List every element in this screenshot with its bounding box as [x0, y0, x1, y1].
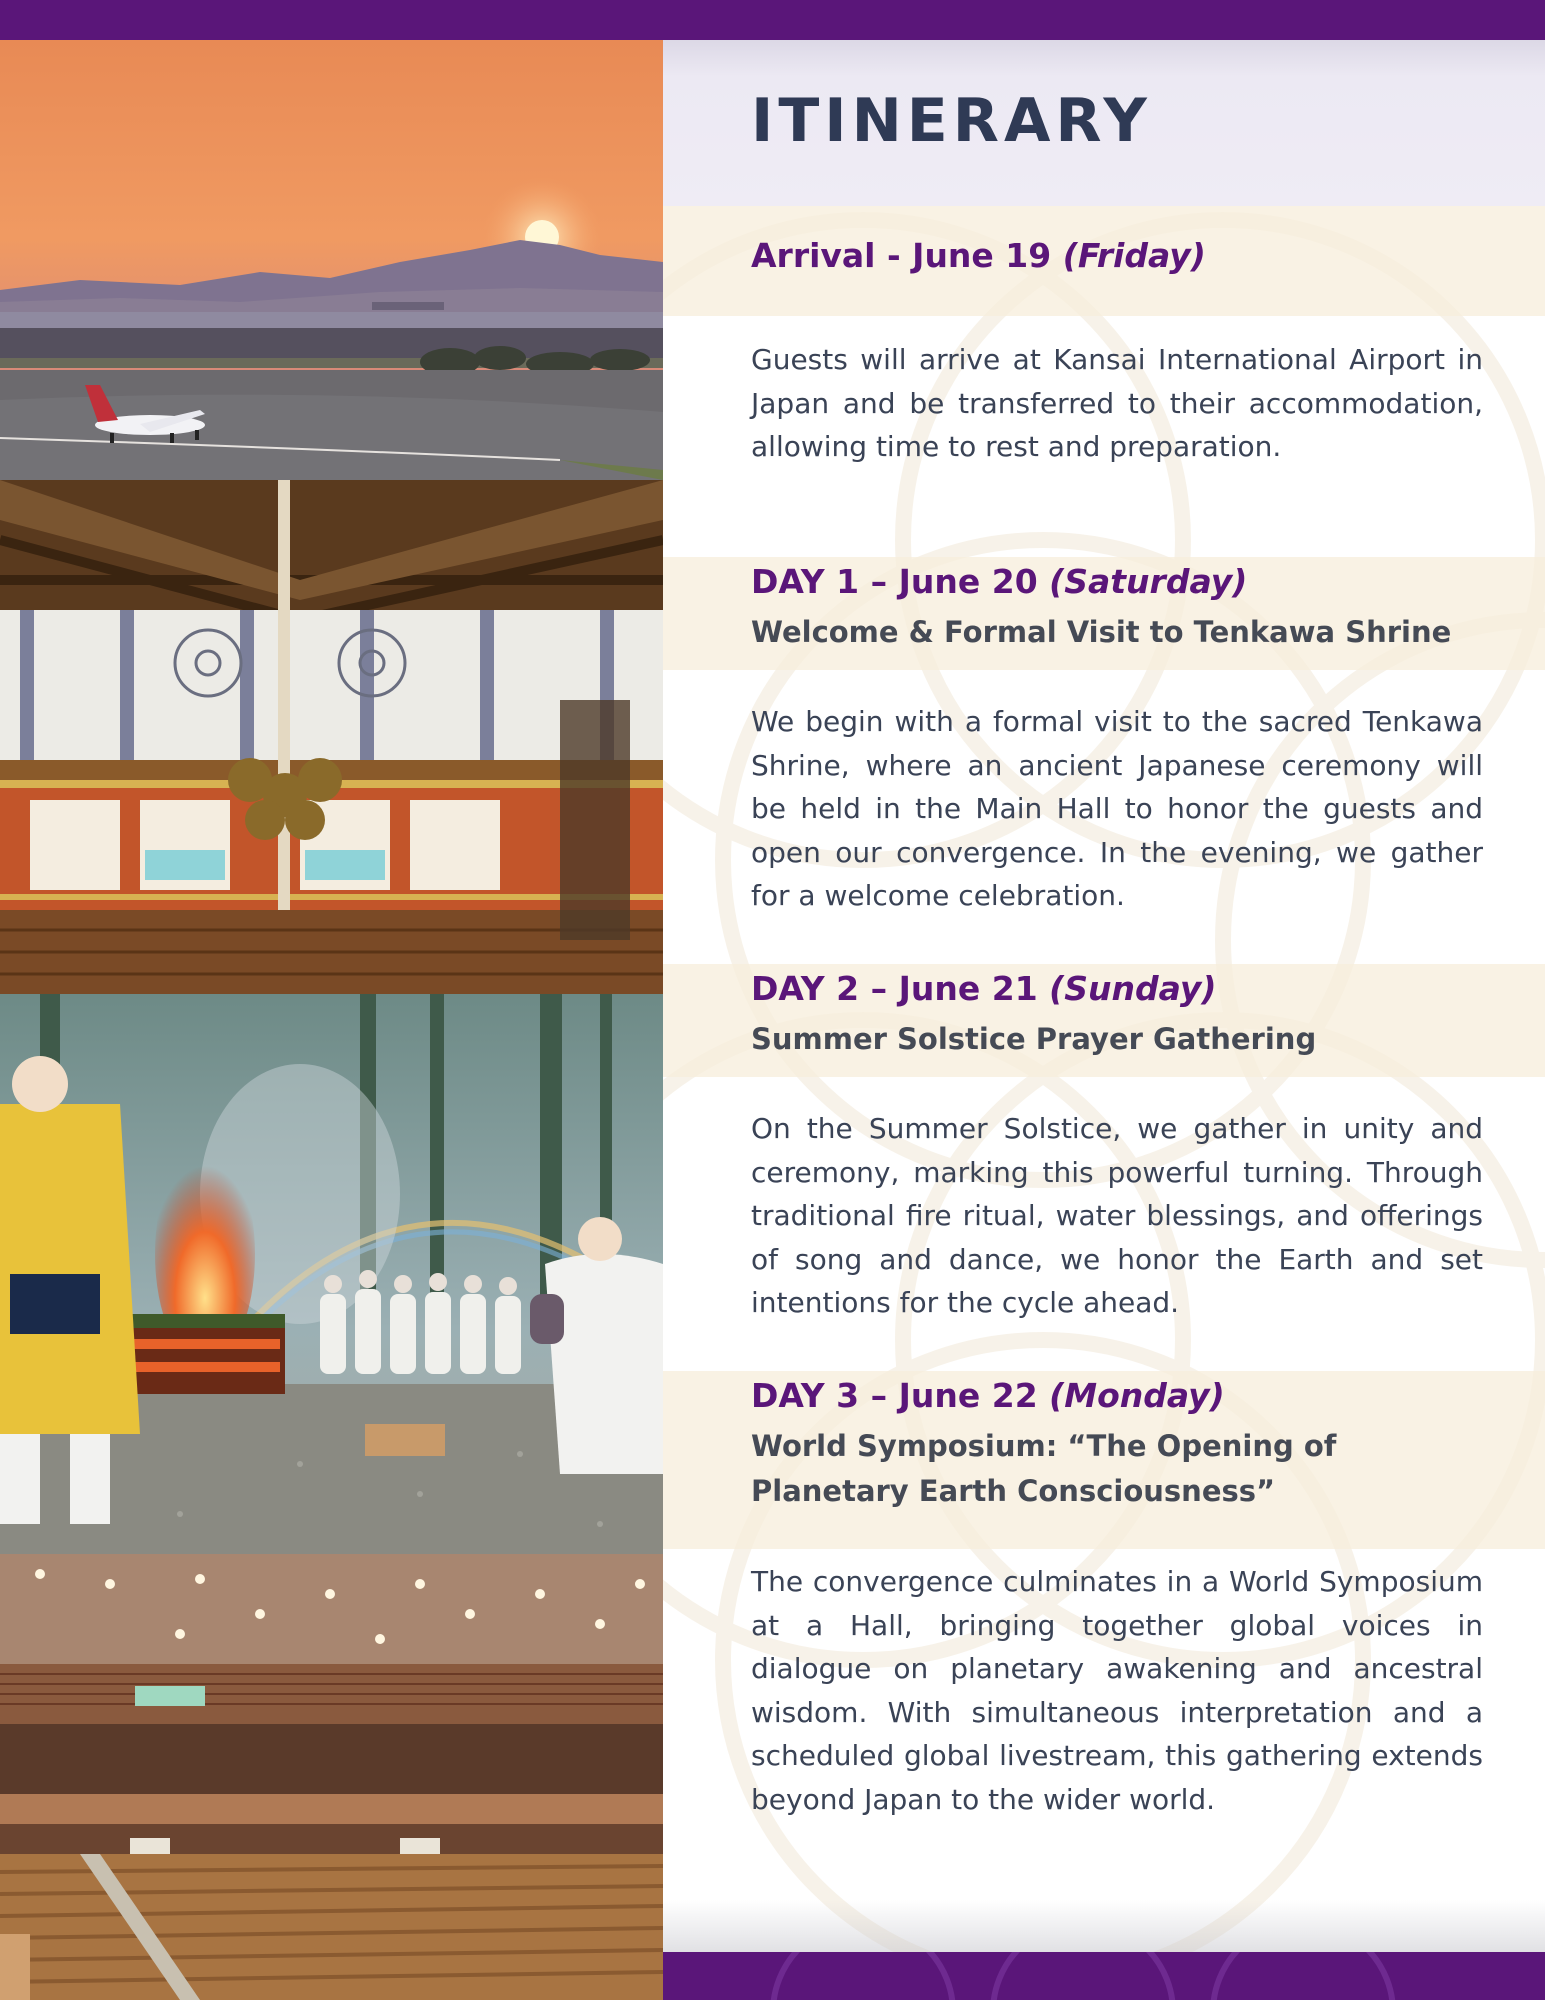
top-accent-bar [0, 0, 1545, 40]
bottom-shadow [663, 1900, 1545, 1952]
day2-description: On the Summer Solstice, we gather in unity and ceremony, marking this powerful turning. Through traditional fire ritual, water blessings, and offerings of song and dance, we honor the Earth and set intentions for the cycle ahead. [751, 1112, 1483, 1320]
day1-description: We begin with a formal visit to the sacred Tenkawa Shrine, where an ancient Japanese ceremony will be held in the Main Hall to honor the guests and open our convergence. In the evening, we gather for a welcome celebration. [751, 705, 1483, 913]
itinerary-panel [663, 40, 1545, 1952]
day2-date: DAY 2 – June 21 [751, 969, 1038, 1008]
day1-weekday: (Saturday) [1049, 562, 1248, 601]
arrival-date: Arrival - June 19 [751, 236, 1052, 275]
day3-weekday: (Monday) [1049, 1376, 1225, 1415]
day1-subtitle: Welcome & Formal Visit to Tenkawa Shrine [751, 615, 1452, 649]
day3-subtitle: World Symposium: “The Opening of Planetary Earth Consciousness” [751, 1429, 1337, 1508]
day1-heading [751, 562, 1247, 601]
symposium-hall-photo [0, 1554, 663, 2000]
day2-weekday: (Sunday) [1049, 969, 1217, 1008]
fire-ritual-photo [0, 994, 663, 1554]
bottom-accent-bar [663, 1952, 1545, 2000]
arrival-description: Guests will arrive at Kansai International Airport in Japan and be transferred to their accommodation, allowing time to rest and preparation. [751, 343, 1483, 464]
day3-description: The convergence culminates in a World Symposium at a Hall, bringing together global voices in dialogue on planetary awakening and ancestral wisdom. With simultaneous interpretation and a scheduled global livestream, this gathering extends beyond Japan to the wider world. [751, 1565, 1483, 1816]
day2-subtitle: Summer Solstice Prayer Gathering [751, 1022, 1317, 1056]
airport-sunset-photo [0, 40, 663, 480]
day3-date: DAY 3 – June 22 [751, 1376, 1038, 1415]
arrival-heading [751, 236, 1206, 275]
day1-date: DAY 1 – June 20 [751, 562, 1038, 601]
day3-heading [751, 1376, 1225, 1415]
day2-heading [751, 969, 1216, 1008]
page-title: ITINERARY [751, 86, 1152, 156]
title-band [663, 40, 1545, 206]
photo-column [0, 40, 663, 2000]
arrival-weekday: (Friday) [1062, 236, 1206, 275]
tenkawa-shrine-photo [0, 480, 663, 994]
